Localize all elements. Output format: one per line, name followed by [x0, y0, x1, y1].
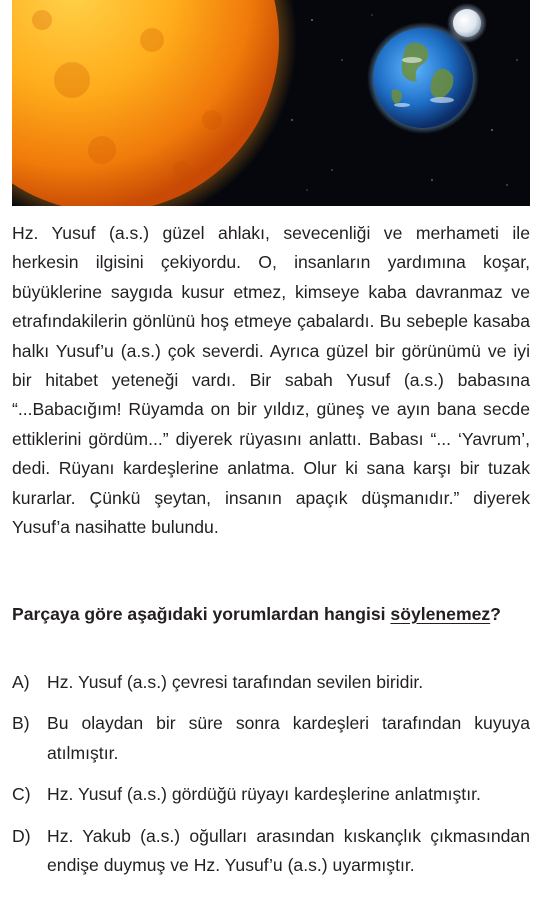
question-stem: Parçaya göre aşağıdaki yorumlardan hangisi [12, 604, 391, 624]
question-text [12, 600, 530, 629]
option-letter: A) [12, 672, 30, 692]
moon [453, 9, 481, 37]
option-letter: D) [12, 825, 31, 846]
option-letter: B) [12, 713, 30, 734]
option-d[interactable] [12, 822, 530, 881]
space-illustration [12, 0, 530, 206]
option-a[interactable] [12, 668, 530, 697]
option-text: Hz. Yakub (a.s.) oğulları arasından kıskançlık çıkmasından endişe duymuş ve Hz. Yusuf’u (a.s.) uyarmıştır. [47, 825, 530, 876]
option-letter: C) [12, 784, 31, 805]
option-c[interactable] [12, 780, 530, 809]
option-text: Hz. Yusuf (a.s.) gördüğü rüyayı kardeşlerine anlatmıştır. [47, 784, 481, 805]
question-mark: ? [490, 604, 501, 624]
sun-earth-moon-image [12, 0, 530, 206]
question-underlined-word: söylenemez [390, 604, 491, 624]
option-text: Bu olaydan bir süre sonra kardeşleri tarafından kuyuya atılmıştır. [47, 713, 530, 763]
earth [373, 28, 473, 128]
option-b[interactable] [12, 709, 530, 768]
option-text: Hz. Yusuf (a.s.) çevresi tarafından sevilen biridir. [47, 672, 424, 692]
passage-text: Hz. Yusuf (a.s.) güzel ahlakı, sevecenliği ve merhameti ile herkesin ilgisini çekiyordu. O, insanların yardımına koşar, büyüklerine saygıda kusur etmez, kimseye kaba davranmaz ve etrafındakilerin gönlünü hoş etmeye çabalardı. Bu sebeple kasaba halkı Yusuf’u (a.s.) çok severdi. Ayrıca güzel bir görünümü ve iyi bir hitabet yeteneği vardı. Bir sabah Yusuf (a.s.) babasına “...Babacığım! Rüyamda on bir yıldız, güneş ve ayın bana secde ettiklerini gördüm...” diyerek rüyasını anlattı. Babası “... ‘Yavrum’, dedi. Rüyanı kardeşlerine anlatma. Olur ki sana karşı bir tuzak kurarlar. Çünkü şeytan, insanın apaçık düşmanıdır.” diyerek Yusuf’a nasihatte bulundu. [12, 223, 530, 538]
answer-options [12, 668, 530, 892]
